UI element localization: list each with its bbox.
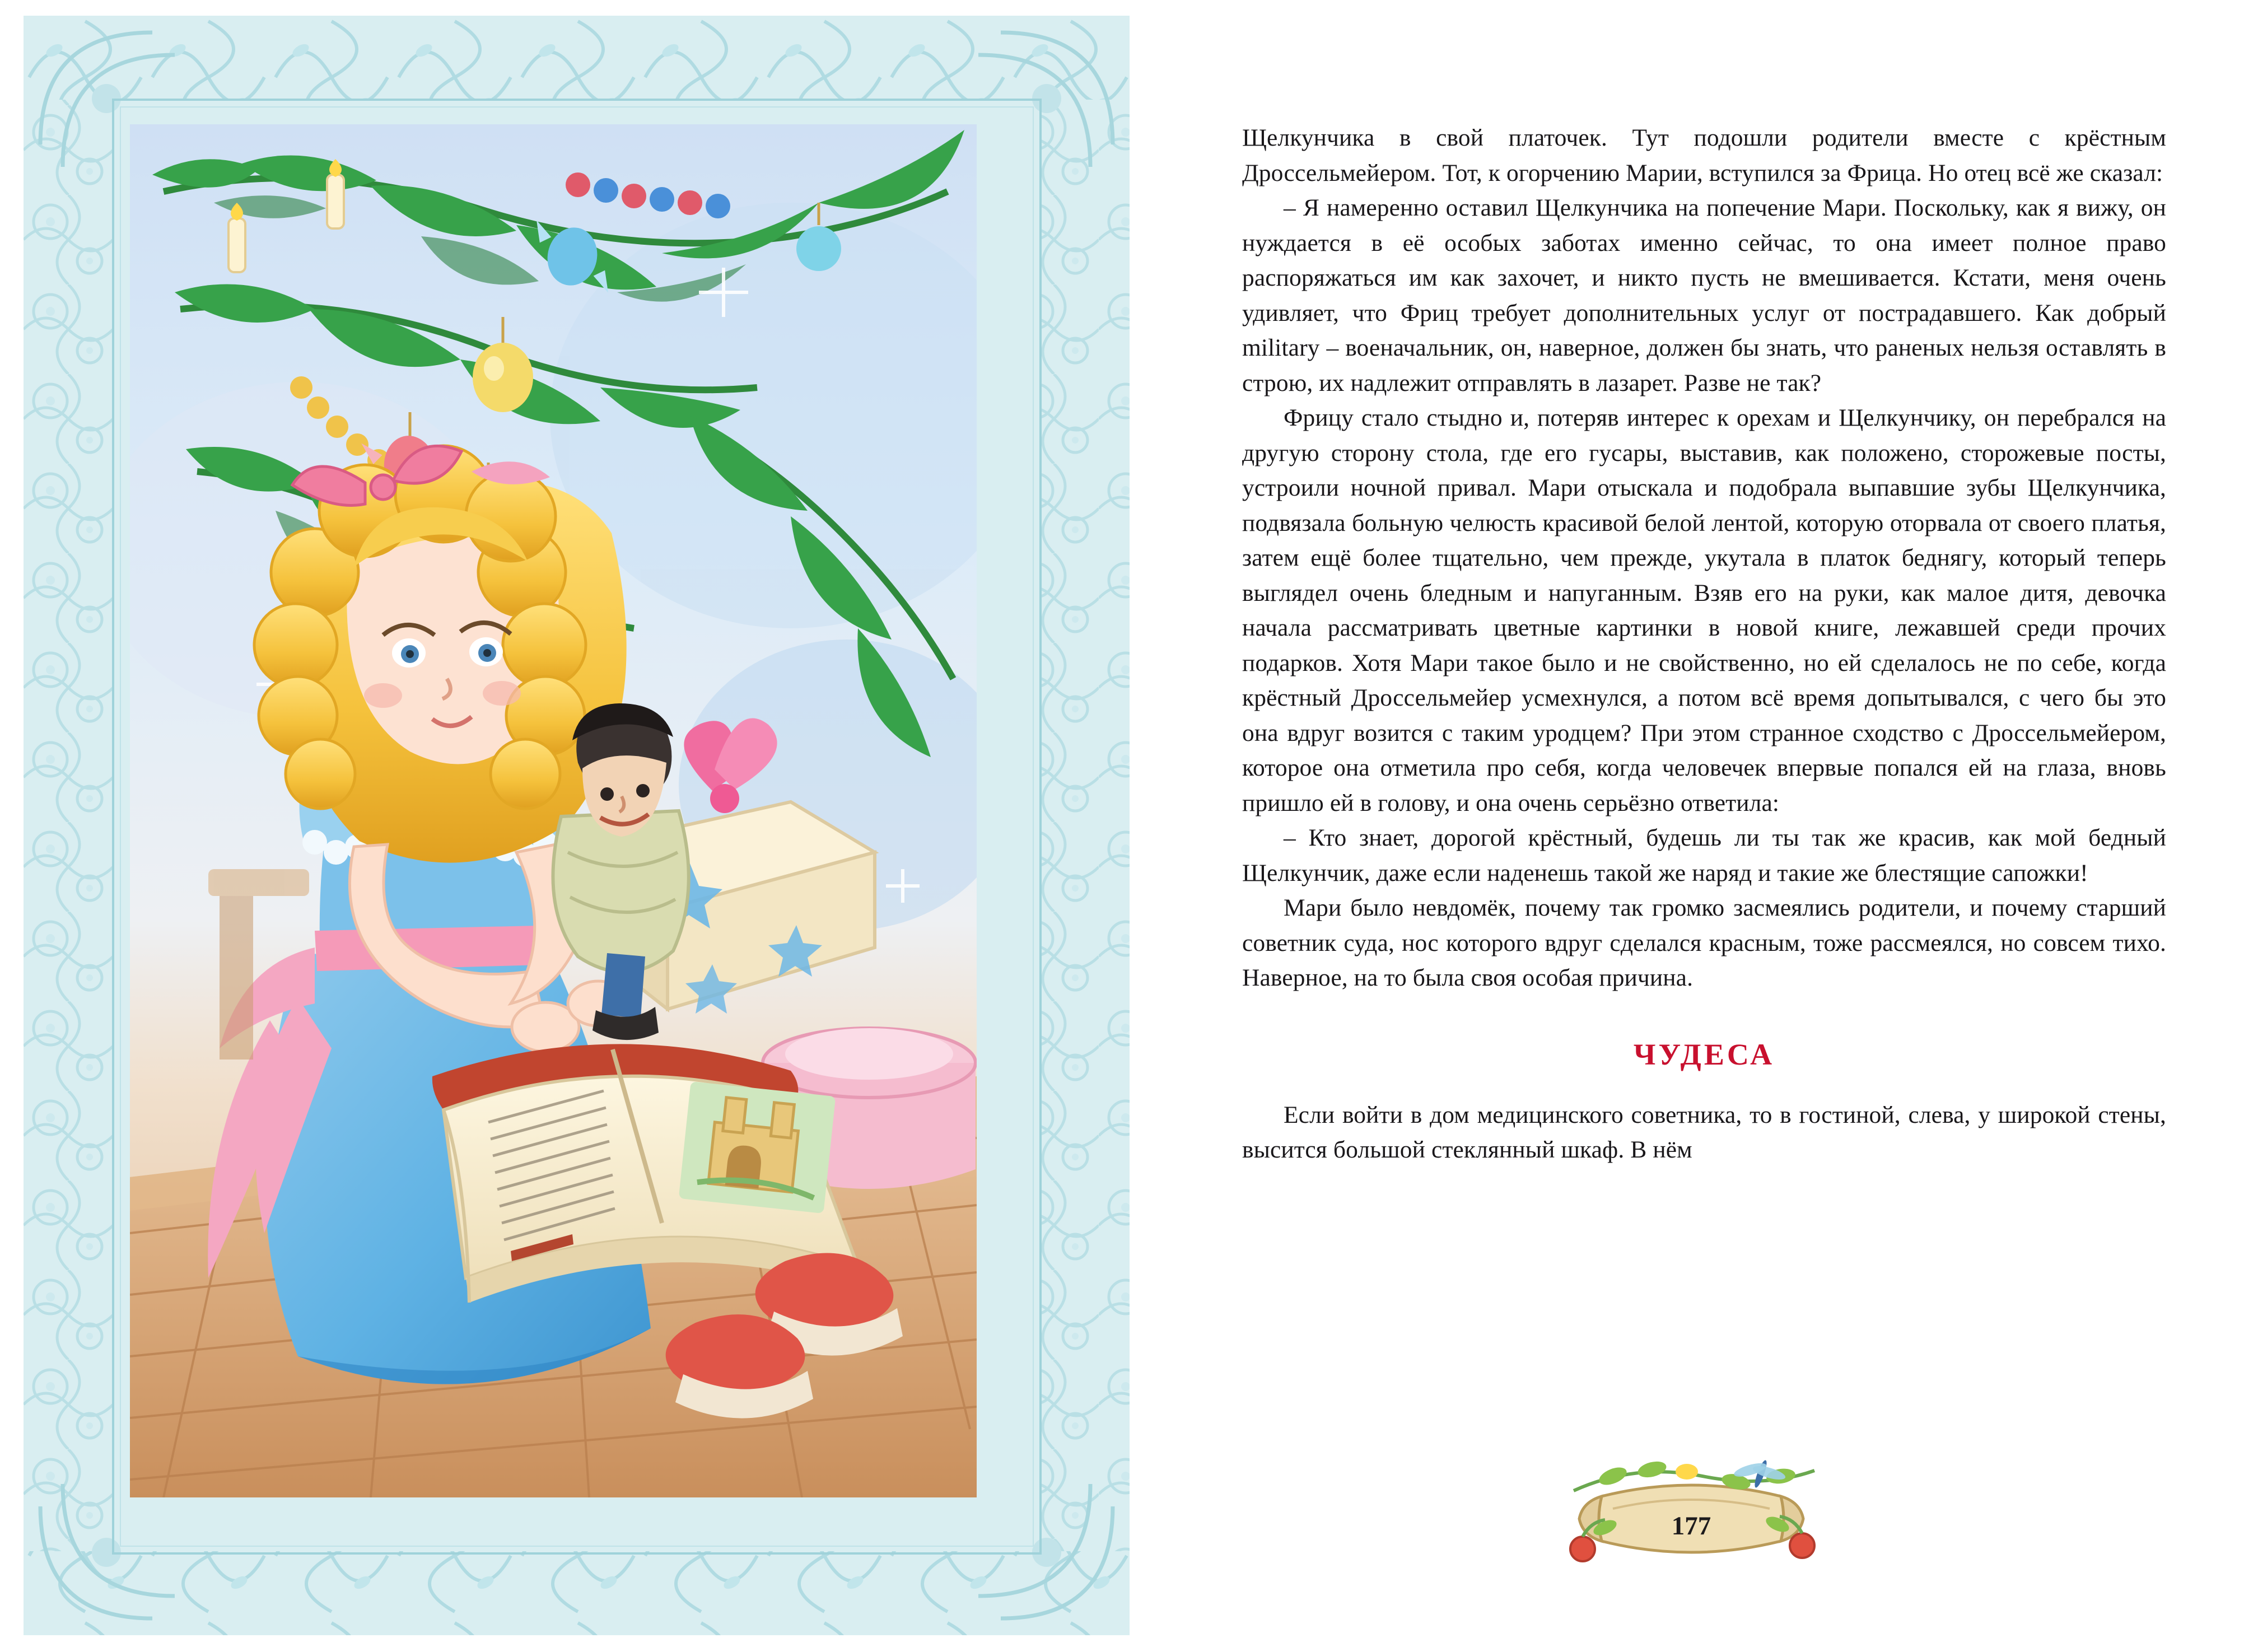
- right-page: [1139, 0, 2244, 1652]
- paragraph-fritz: Фрицу стало стыдно и, потеряв интерес к орехам и Щелкунчику, он перебрался на другую сторону стола, где его гусары, выставив, как положено, сторожевые посты, устроили ночной привал. Мари отыскала и подобрала выпавшие зубы Щелкунчика, подвязала больную челюсть красивой белой лентой, которую оторвала от своего платья, затем ещё более тщательно, чем прежде, укутала в платок беднягу, который теперь выглядел очень бледным и напуганным. Взяв его на руки, как малое дитя, девочка начала рассматривать цветные картинки в новой книге, лежавшей среди прочих подарков. Хотя Мари такое было и не свойственно, но ей сделалось не по себе, когда крёстный Дроссельмейер усмехнулся, а потом всё время допытывался, с чего бы это она вдруг возится с таким уродцем? При этом странное сходство с Дроссельмейером, которое она отметила про себя, когда человечек впервые попался ей на глаза, вновь пришло ей в голову, и она очень серьёзно ответила:: [1242, 404, 2166, 816]
- page-number-ornament: [1534, 1457, 1848, 1575]
- paragraph-continued: Щелкунчика в свой платочек. Тут подошли родители вместе с крёстным Дроссельмейером. Тот, к огорчению Марии, вступился за Фрица. Но отец всё же сказал:: [1242, 124, 2166, 186]
- page-number: 177: [1671, 1511, 1711, 1541]
- paragraph-dialogue-father: – Я намеренно оставил Щелкунчика на попечение Мари. Поскольку, как я вижу, он нуждается в её особых заботах именно сейчас, то она имеет полное право распоряжаться им как захочет, и никто пусть не вмешивается. Кстати, меня очень удивляет, что Фриц требует дополнительных услуг от пострадавшего. Как добрый military – военачальник, он, наверное, должен бы знать, что раненых нельзя оставлять в строю, их надлежит отправлять в лазарет. Разве не так?: [1242, 194, 2166, 396]
- paragraph-dialogue-mari: – Кто знает, дорогой крёстный, будешь ли ты так же красив, как мой бедный Щелкунчик, даже если наденешь такой же наряд и такие же блестящие сапожки!: [1242, 824, 2166, 886]
- paragraph-chapter-opening: Если войти в дом медицинского советника, то в гостиной, слева, у широкой стены, высится большой стеклянный шкаф. В нём: [1242, 1101, 2166, 1163]
- mari-with-nutcracker-illustration: [130, 124, 977, 1497]
- chapter-title: ЧУДЕСА: [1633, 1037, 1775, 1071]
- body-text-column: [1242, 120, 2166, 1168]
- paragraph-laughter: Мари было невдомёк, почему так громко засмеялись родители, и почему старший советник суда, нос которого вдруг сделался красным, тоже рассмеялся, но совсем тихо. Наверное, на то была своя особая причина.: [1242, 894, 2166, 991]
